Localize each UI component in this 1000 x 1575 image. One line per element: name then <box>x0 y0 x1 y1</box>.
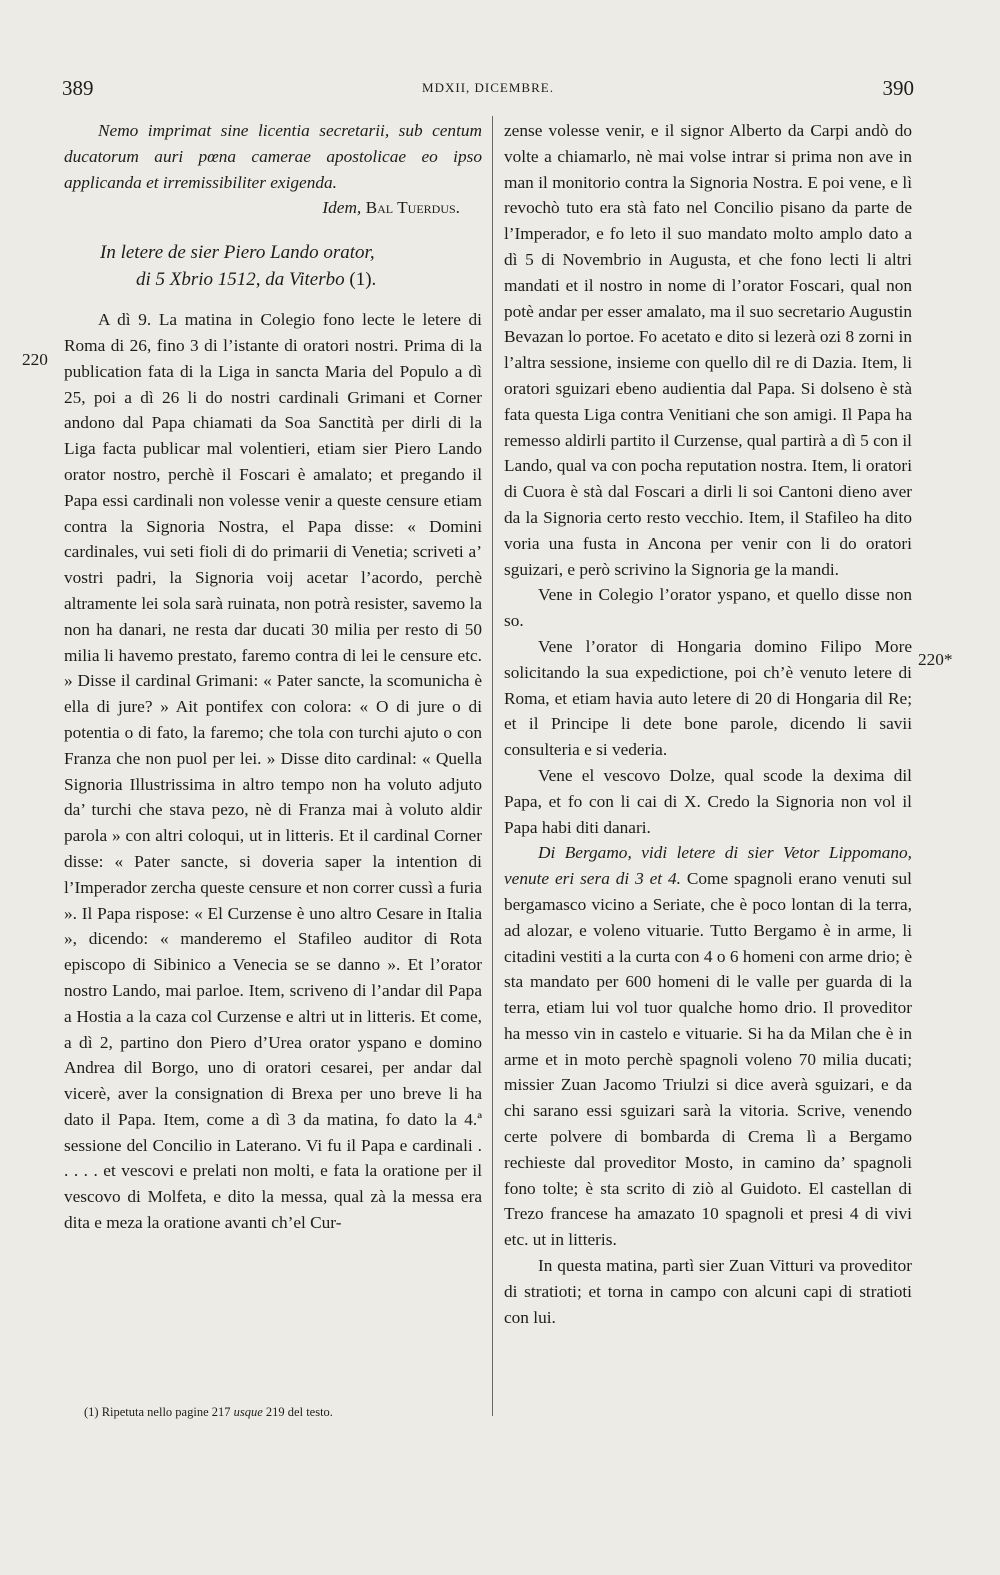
footnote-text-a: Ripetuta nello pagine 217 <box>98 1405 234 1419</box>
footnote-text-b: 219 del testo. <box>262 1405 333 1419</box>
margin-number-right: 220* <box>918 650 953 669</box>
bergamo-heading: Di Bergamo, vidi letere di sier Vetor Lippomano, venute eri sera di 3 et 4. <box>504 843 912 889</box>
section-heading-line2 <box>100 266 482 293</box>
section-heading-date: di 5 Xbrio 1512, da Viterbo <box>136 269 345 291</box>
page-number-left: 389 <box>62 76 94 100</box>
paragraph: Vene l’orator di Hongaria domino Filipo More solicitando la sua expedictione, poi ch’è venuto letere di Roma, et etiam havia auto letere di 20 di Hongaria dil Re; et il Principe li dete bone parole, dicendo li savii consulteria e si vederia. <box>504 636 912 760</box>
page-number-right: 390 <box>882 76 914 100</box>
section-heading-line1: In letere de sier Piero Lando orator, <box>100 242 375 264</box>
spacer <box>64 221 482 239</box>
paragraph: A dì 9. La matina in Colegio fono lecte le letere di Roma di 26, fino 3 di l’istante di oratori nostri. Prima di la publication fata di la Liga in sancta Maria del Populo a dì 25, poi a dì 26 li do nostri cardinali Grimani et Corner andono dal Papa chiamati da Soa Sanctità per dirli di la Liga facta publicar mal volentieri, etiam sier Piero Lando orator nostro, perchè il Foscari è amalato; et pregando il Papa essi cardinali non volesse venir a queste censure etiam contra la Signoria Nostra, el Papa disse: « Domini cardinales, vui seti fioli di do primarii di Venetia; scriveti a’ vostri padri, la Signoria voij acetar l’acordo, perchè altramente lei sola sarà ruinata, non potrà resister, savemo la non ha danari, ne resta dar ducati 30 milia per resto di 50 milia li havemo prestato, faremo contra di lei le censure etc. » Disse il cardinal Grimani: « Pater sancte, la scomunicha è ella di jure? » Ait pontifex con colora: « O di jure o di potentia o di fato, la faremo; che tola con turchi ajuto o con Franza che non puol per lei. » Disse dito cardinal: « Quella Signoria Illustrissima in altro tempo non ha voluto adjuto da’ turchi che stava pezo, nè di Franza mai à voluto aldir parola » con altri coloqui, ut in litteris. Et il cardinal Corner disse: « Pater sancte, si doveria saper la intention di l’Imperador zercha queste censure et non correr cussì a furia ». Il Papa rispose: « El Curzense è uno altro Cesare in Italia », dicendo: « manderemo el Stafileo auditor di Rota episcopo di Sibinico a Venecia se se danno ». Et l’orator nostro Lando, mai parloe. Item, scriveno di l’andar dil Papa a Hostia a la caza col Curzense e altri ut in litteris. Et come, a dì 2, partino don Piero d’Urea orator yspano e domino Andrea dil Borgo, uno di oratori cesarei, per andar dal vicerè, aver la consignation di Brexa per uno breve li ha dato il Papa. Item, come a dì 3 da matina, fo dato la 4.ª sessione del Concilio in Laterano. Vi fu il Papa e cardinali . . . . . et vescovi e prelati non molti, e fata la oratione per il vescovo di Molfeta, e dito la messa, qual zà la messa era dita e meza la oratione avanti ch’el Cur- <box>64 310 482 1233</box>
right-column <box>504 118 912 1330</box>
nemo-imprimat-notice: Nemo imprimat sine licentia secretarii, sub centum ducatorum auri pœna camerae apostolicae eo ipso applicanda et irremissibiliter exigenda. <box>64 121 482 192</box>
running-head-title: MDXII, DICEMBRE. <box>422 80 554 95</box>
paragraph: zense volesse venir, e il signor Alberto da Carpi andò do volte a chiamarlo, nè mai volse intrar si prima non ave in man il monitorio contra la Signoria Nostra. E poi vene, e lì revochò tuto era stà fato nel Concilio pisano da parte de l’Imperador, e fo leto il suo mandato molto amplo dato a dì 5 di Novembrio in Augusta, et che fono lecti li altri mandati et il nostro in nome di l’orator Foscari, qual non potè andar per esser amalato, ma il suo secretario Augustin Bevazan lo portoe. Fo acetato e dito si lezerà ozi 8 zorni in l’altra sessione, insieme con quello dil re di Dazia. Item, li oratori sguizari ebeno audientia dal Papa. Si dolseno è stà fata questa Liga contra Venitiani che son amigi. Il Papa ha remesso aldirli partito il Curzense, qual partirà a dì 5 con il Lando, qual va con pocha reputation nostra. Item, li oratori di Cuora è stà dal Foscari a dirli li soi Cantoni dieno aver da la Signoria certo resto vecchio. Item, il Stafileo ha dito voria una fusta in Ancona per venir con li do oratori sguizari, e però scrivino la Signoria ge la mandi. <box>504 121 912 579</box>
paragraph: Vene in Colegio l’orator yspano, et quello disse non so. <box>504 585 912 631</box>
paragraph: Vene el vescovo Dolze, qual scode la dexima dil Papa, et fo con li cai di X. Credo la Signoria non vol il Papa habi diti danari. <box>504 765 912 837</box>
paragraph: In questa matina, partì sier Zuan Vitturi va proveditor di stratioti; et torna in campo con alcuni capi di stratioti con lui. <box>504 1256 912 1327</box>
column-divider <box>492 116 493 1416</box>
signature-name: Bal Tuerdus. <box>365 198 460 218</box>
bergamo-text: Come spagnoli erano venuti sul bergamasco vicino a Seriate, che è poco lontan di la terra, ad alozar, e voleno vituarie. Tutto Bergamo è in arme, li citadini vestiti a la curta con 4 o 6 homeni con arme drio; è sta mandato per 600 homeni di le valle per guarda di la terra, etiam lui vol tuor qualche homo drio. Il proveditor ha messo vin in castelo e vituarie. Si ha da Milan che è in arme et in moto perchè spagnoli voleno 70 milia ducati; missier Zuan Jacomo Triulzi si dice averà sguizari, e da chi sarano essi sguizari sarà la vitoria. Scrive, venendo certe polvere di bombarda di Crema lì a Bergamo rechieste dal proveditor Mosto, in camino da’ spagnoli fono tolte; è sta scrito di ziò al Guidoto. El castellan di Trezo francese ha amazato 10 spagnoli et presi 4 di vivi etc. ut in litteris. <box>504 869 912 1250</box>
signature <box>64 195 482 221</box>
signature-idem: Idem, <box>322 198 362 218</box>
paragraph <box>504 840 912 1253</box>
footnote-ref: (1). <box>344 269 377 291</box>
left-column <box>64 118 482 1236</box>
footnote <box>84 1405 333 1420</box>
footnote-usque: usque <box>233 1405 263 1419</box>
footnote-number: (1) <box>84 1405 99 1419</box>
section-heading <box>64 239 482 293</box>
margin-number-left: 220 <box>22 350 48 369</box>
running-head <box>62 76 914 102</box>
spacer <box>64 293 482 307</box>
